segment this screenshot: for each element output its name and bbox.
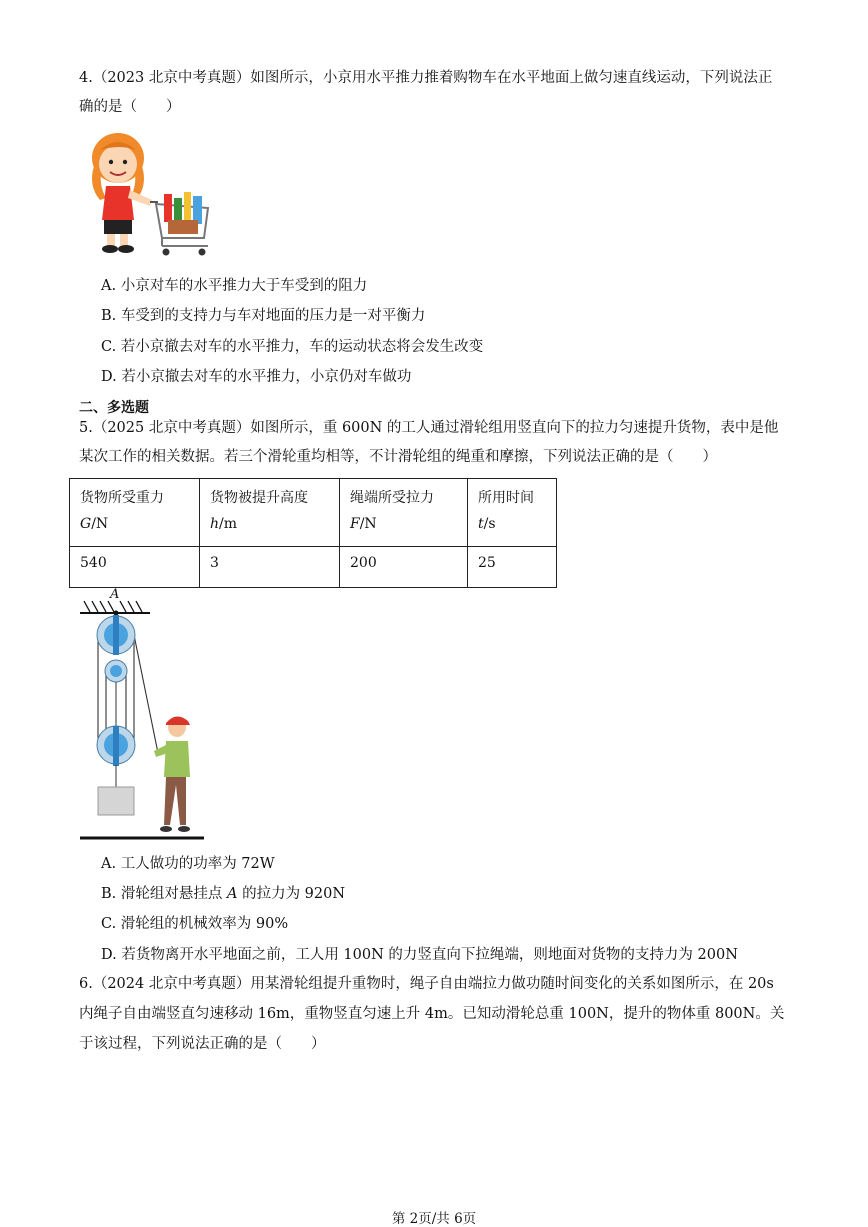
q4-option-d[interactable]: D. 若小京撤去对车的水平推力，小京仍对车做功: [101, 369, 412, 385]
q5-option-c[interactable]: C. 滑轮组的机械效率为 90%: [101, 916, 289, 932]
q5-option-a[interactable]: A. 工人做功的功率为 72W: [101, 856, 275, 872]
q4-option-b[interactable]: B. 车受到的支持力与车对地面的压力是一对平衡力: [101, 308, 426, 324]
table-cell: 200: [340, 547, 468, 588]
q4-stem-line1: 4.（2023 北京中考真题）如图所示，小京用水平推力推着购物车在水平地面上做匀速直线运动，下列说法正: [79, 70, 773, 86]
page-number: 第 2页/共 6页: [391, 1211, 477, 1227]
table-row: [70, 547, 557, 588]
table-header-cell: 货物所受重力 G/N: [70, 479, 200, 547]
table-header-cell: 绳端所受拉力 F/N: [340, 479, 468, 547]
table-header-cell: 所用时间 t/s: [468, 479, 557, 547]
section-title: 二、多选题: [79, 400, 149, 416]
q4-option-c[interactable]: C. 若小京撤去对车的水平推力，车的运动状态将会发生改变: [101, 339, 484, 355]
table-header-cell: 货物被提升高度 h/m: [200, 479, 340, 547]
q6-stem-line2: 内绳子自由端竖直匀速移动 16m，重物竖直匀速上升 4m。已知动滑轮总重 100N，提升的物体重 800N。关: [79, 1006, 785, 1022]
pulley-system-figure: [76, 585, 206, 845]
q5-stem-line1: 5.（2025 北京中考真题）如图所示，重 600N 的工人通过滑轮组用竖直向下的拉力匀速提升货物，表中是他: [79, 420, 779, 436]
table-header-row: [70, 479, 557, 547]
q5-option-d[interactable]: D. 若货物离开水平地面之前，工人用 100N 的力竖直向下拉绳端，则地面对货物的支持力为 200N: [101, 947, 738, 963]
q5-option-b[interactable]: B. 滑轮组对悬挂点 A 的拉力为 920N: [101, 886, 346, 902]
table-cell: 540: [70, 547, 200, 588]
q5-data-table: [69, 478, 557, 588]
table-cell: 3: [200, 547, 340, 588]
q4-stem-line2: 确的是（ ）: [79, 99, 181, 115]
q6-stem-line3: 于该过程，下列说法正确的是（ ）: [79, 1036, 326, 1052]
q6-stem-line1: 6.（2024 北京中考真题）用某滑轮组提升重物时，绳子自由端拉力做功随时间变化的关系如图所示，在 20s: [79, 976, 774, 992]
girl-shopping-cart-figure: [80, 128, 215, 263]
q5-stem-line2: 某次工作的相关数据。若三个滑轮重均相等，不计滑轮组的绳重和摩擦，下列说法正确的是（ ）: [79, 449, 717, 465]
q4-option-a[interactable]: A. 小京对车的水平推力大于车受到的阻力: [101, 278, 368, 294]
table-cell: 25: [468, 547, 557, 588]
suspension-point-label: A: [110, 587, 120, 602]
